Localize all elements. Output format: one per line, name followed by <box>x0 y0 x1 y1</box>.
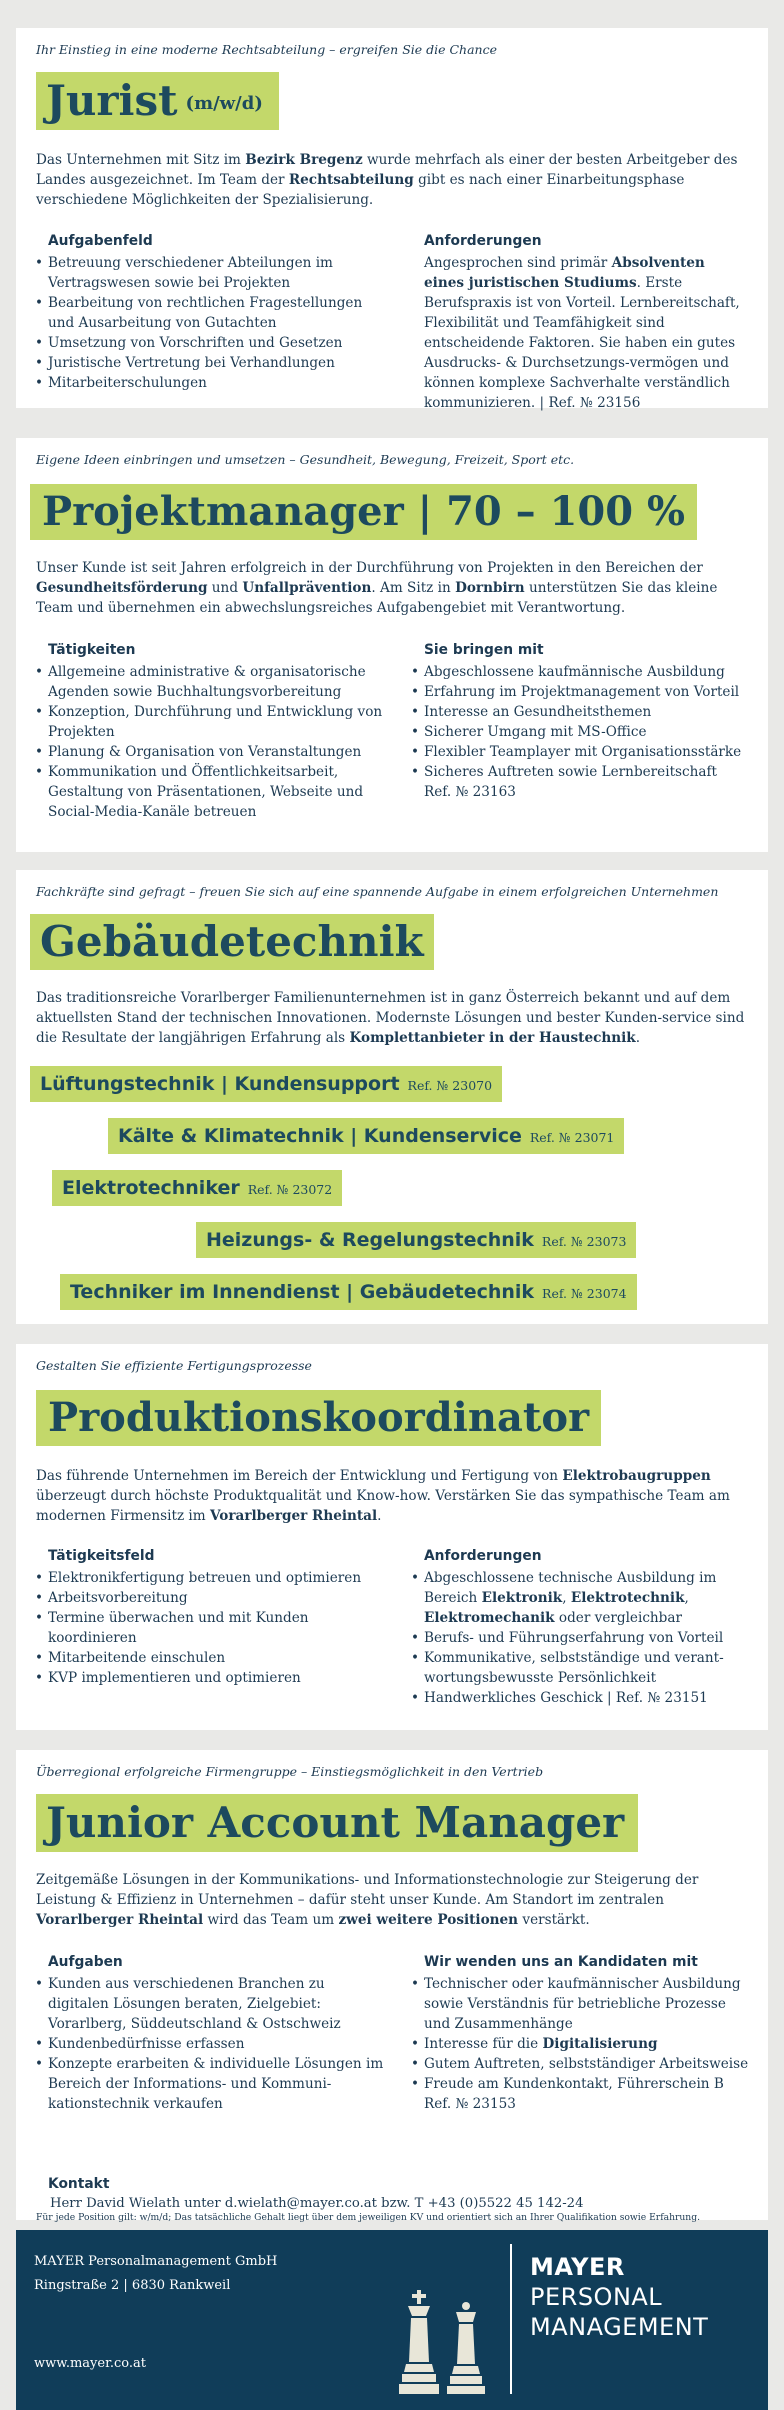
position-tag <box>52 1170 342 1206</box>
job-title-banner <box>30 914 434 970</box>
job-card-produktionskoordinator <box>16 1344 768 1730</box>
position-tag <box>30 1066 502 1102</box>
company-name: MAYER Personalmanagement GmbH <box>34 2254 278 2269</box>
list-item: • Interesse für die Digitalisierung <box>424 2034 751 2054</box>
job-card-junior-account-manager <box>16 1750 768 2220</box>
list-item: • Abgeschlossene technische Ausbildung im Bereich Elektronik, Elektrotechnik, Elektromechanik oder vergleichbar <box>424 1568 746 1628</box>
contact-section <box>30 2174 750 2196</box>
position-tag <box>108 1118 624 1154</box>
right-column <box>406 640 746 802</box>
list-item: • Handwerkliches Geschick | Ref. № 23151 <box>424 1688 746 1708</box>
job-intro: Das führende Unternehmen im Bereich der Entwicklung und Fertigung von Elektrobaugruppen überzeugt durch höchste Produktqualität und Know-how. Verstärken Sie das sympathische Team am modernen Firmensitz im Vorarlberger Rheintal. <box>36 1468 730 1524</box>
job-title-banner <box>36 1794 638 1852</box>
list-item: • Betreuung verschiedener Abteilungen im Vertragswesen sowie bei Projekten <box>48 253 380 293</box>
position-title: Lüftungstechnik | Kundensupport <box>40 1073 400 1095</box>
job-tagline: Überregional erfolgreiche Firmengruppe – Einstiegsmöglichkeit in den Vertrieb <box>36 1764 544 1779</box>
position-tag <box>60 1274 637 1310</box>
contact-line: Herr David Wielath unter d.wielath@mayer.co.at bzw. T +43 (0)5522 45 142-24 <box>50 2196 584 2211</box>
left-column-heading: Tätigkeiten <box>48 642 136 658</box>
right-column <box>406 1546 746 1708</box>
brand-line-1: MAYER <box>530 2253 625 2281</box>
right-column <box>406 1952 751 2114</box>
list-item: • Konzeption, Durchführung und Entwicklung von Projekten <box>48 702 385 742</box>
list-item: • Erfahrung im Projektmanagement von Vorteil <box>424 682 746 702</box>
list-item: • Konzepte erarbeiten & individuelle Lösungen im Bereich der Informations- und Kommuni-kationstechnik verkaufen <box>48 2054 385 2114</box>
job-intro: Unser Kunde ist seit Jahren erfolgreich in der Durchführung von Projekten in den Bereichen der Gesundheitsförderung und Unfallprävention. Am Sitz in Dornbirn unterstützen Sie das kleine Team und übernehmen ein abwechslungsreiches Aufgabengebiet mit Verantwortung. <box>36 560 718 616</box>
left-column-heading: Aufgaben <box>48 1954 123 1970</box>
list-item: • Flexibler Teamplayer mit Organisationsstärke <box>424 742 746 762</box>
list-item: • Sicheres Auftreten sowie Lernbereitschaft <box>424 762 746 782</box>
right-column-text: Angesprochen sind primär Absolventen eines juristischen Studiums. Erste Berufspraxis ist von Vorteil. Lernbereitschaft, Flexibilität und Teamfähigkeit sind entscheidende Faktoren. Sie haben ein gutes Ausdrucks- & Durchsetzungs-vermögen und können komplexe Sachverhalte verständlich kommunizieren. | Ref. № 23156 <box>424 255 740 411</box>
right-column-heading: Anforderungen <box>424 233 542 249</box>
position-ref: Ref. № 23071 <box>529 1130 615 1145</box>
salary-note: Für jede Position gilt: w/m/d; Das tatsächliche Gehalt liegt über dem jeweiligen KV und orientiert sich an Ihrer Qualifikation sowie Erfahrung. <box>36 2212 701 2223</box>
list-item: • Kommunikation und Öffentlichkeitsarbeit, Gestaltung von Präsentationen, Webseite und Social-Media-Kanäle betreuen <box>48 762 385 822</box>
right-column <box>406 231 746 413</box>
chess-pieces-icon <box>396 2290 492 2402</box>
left-column-list <box>30 253 380 393</box>
list-item: • Mitarbeitende einschulen <box>48 1648 385 1668</box>
job-card-projektmanager <box>16 438 768 852</box>
list-item: • Berufs- und Führungserfahrung von Vorteil <box>424 1628 746 1648</box>
brand-logo <box>530 2252 708 2342</box>
job-title: Produktionskoordinator <box>48 1394 590 1441</box>
job-title: Gebäudetechnik <box>40 917 424 966</box>
position-tag <box>196 1222 636 1258</box>
job-card-jurist <box>16 28 768 411</box>
job-tagline: Gestalten Sie effiziente Fertigungsprozesse <box>36 1358 312 1373</box>
list-item: • KVP implementieren und optimieren <box>48 1668 385 1688</box>
job-intro: Zeitgemäße Lösungen in der Kommunikations- und Informationstechnologie zur Steigerung der Leistung & Effizienz in Unternehmen – dafür steht unser Kunde. Am Standort im zentralen Vorarlberger Rheintal wird das Team um zwei weitere Positionen verstärkt. <box>36 1872 699 1928</box>
left-column <box>30 640 385 822</box>
left-column-list <box>30 1568 385 1688</box>
position-ref: Ref. № 23074 <box>542 1286 627 1301</box>
position-ref: Ref. № 23073 <box>541 1234 627 1249</box>
left-column <box>30 1952 385 2114</box>
list-item: • Kundenbedürfnisse erfassen <box>48 2034 385 2054</box>
right-column-list <box>406 1568 746 1708</box>
brand-line-3: MANAGEMENT <box>530 2313 709 2341</box>
list-item: • Interesse an Gesundheitsthemen <box>424 702 746 722</box>
left-column-heading: Tätigkeitsfeld <box>48 1548 155 1564</box>
list-item: • Sicherer Umgang mit MS-Office <box>424 722 746 742</box>
list-item: • Arbeitsvorbereitung <box>48 1588 385 1608</box>
list-item: • Juristische Vertretung bei Verhandlungen <box>48 353 380 373</box>
job-card-gebaeudetechnik <box>16 870 768 1324</box>
position-title: Heizungs- & Regelungstechnik <box>206 1229 534 1251</box>
brand-line-2: PERSONAL <box>530 2283 663 2311</box>
footer <box>16 2230 768 2410</box>
job-title-banner <box>30 484 697 540</box>
position-title: Techniker im Innendienst | Gebäudetechnik <box>70 1281 535 1303</box>
job-title: Jurist <box>46 76 178 125</box>
list-item: • Mitarbeiterschulungen <box>48 373 380 393</box>
list-item: • Planung & Organisation von Veranstaltungen <box>48 742 385 762</box>
list-item: • Elektronikfertigung betreuen und optimieren <box>48 1568 385 1588</box>
company-website[interactable]: www.mayer.co.at <box>34 2356 146 2371</box>
job-intro: Das Unternehmen mit Sitz im Bezirk Bregenz wurde mehrfach als einer der besten Arbeitgeber des Landes ausgezeichnet. Im Team der Rechtsabteilung gibt es nach einer Einarbeitungsphase verschiedene Möglichkeiten der Spezialisierung. <box>36 152 738 208</box>
list-item: • Kommunikative, selbstständige und verant-wortungsbewusste Persönlichkeit <box>424 1648 746 1688</box>
position-title: Elektrotechniker <box>62 1177 240 1199</box>
job-reference: Ref. № 23153 <box>424 2096 516 2112</box>
position-ref: Ref. № 23072 <box>247 1182 333 1197</box>
position-ref: Ref. № 23070 <box>407 1078 493 1093</box>
list-item: • Technischer oder kaufmännischer Ausbildung sowie Verständnis für betriebliche Prozesse und Zusammenhänge <box>424 1974 751 2034</box>
left-column <box>30 1546 385 1688</box>
right-column-list <box>406 662 746 782</box>
left-column-heading: Aufgabenfeld <box>48 233 153 249</box>
left-column-list <box>30 1974 385 2114</box>
list-item: • Bearbeitung von rechtlichen Fragestellungen und Ausarbeitung von Gutachten <box>48 293 380 333</box>
list-item: • Termine überwachen und mit Kunden koordinieren <box>48 1608 385 1648</box>
list-item: • Abgeschlossene kaufmännische Ausbildung <box>424 662 746 682</box>
job-title-suffix: (m/w/d) <box>185 93 263 114</box>
job-title: Projektmanager | 70 – 100 % <box>42 488 686 535</box>
position-title: Kälte & Klimatechnik | Kundenservice <box>118 1125 522 1147</box>
job-reference: Ref. № 23163 <box>424 784 516 800</box>
list-item: • Kunden aus verschiedenen Branchen zu digitalen Lösungen beraten, Zielgebiet: Vorarlberg, Süddeutschland & Ostschweiz <box>48 1974 385 2034</box>
job-tagline: Ihr Einstieg in eine moderne Rechtsabteilung – ergreifen Sie die Chance <box>36 42 498 57</box>
list-item: • Allgemeine administrative & organisatorische Agenden sowie Buchhaltungsvorbereitung <box>48 662 385 702</box>
left-column <box>30 231 380 393</box>
list-item: • Freude am Kundenkontakt, Führerschein B <box>424 2074 751 2094</box>
job-tagline: Eigene Ideen einbringen und umsetzen – Gesundheit, Bewegung, Freizeit, Sport etc. <box>36 452 575 467</box>
list-item: • Gutem Auftreten, selbstständiger Arbeitsweise <box>424 2054 751 2074</box>
company-address: Ringstraße 2 | 6830 Rankweil <box>34 2278 231 2293</box>
list-item: • Umsetzung von Vorschriften und Gesetzen <box>48 333 380 353</box>
left-column-list <box>30 662 385 822</box>
brand-divider <box>510 2244 512 2394</box>
right-column-heading: Wir wenden uns an Kandidaten mit <box>424 1954 698 1970</box>
job-title-banner <box>36 72 279 130</box>
job-tagline: Fachkräfte sind gefragt – freuen Sie sich auf eine spannende Aufgabe in einem erfolgreichen Unternehmen <box>36 884 719 899</box>
right-column-list <box>406 1974 751 2094</box>
job-intro: Das traditionsreiche Vorarlberger Familienunternehmen ist in ganz Österreich bekannt und auf dem aktuellsten Stand der technischen Innovationen. Modernste Lösungen und bester Kunden-service sind die Resultate der langjährigen Erfahrung als Komplettanbieter in der Haustechnik. <box>36 990 745 1046</box>
contact-heading: Kontakt <box>48 2176 110 2192</box>
right-column-heading: Anforderungen <box>424 1548 542 1564</box>
right-column-heading: Sie bringen mit <box>424 642 544 658</box>
job-title-banner <box>36 1390 601 1446</box>
job-title: Junior Account Manager <box>46 1798 625 1847</box>
